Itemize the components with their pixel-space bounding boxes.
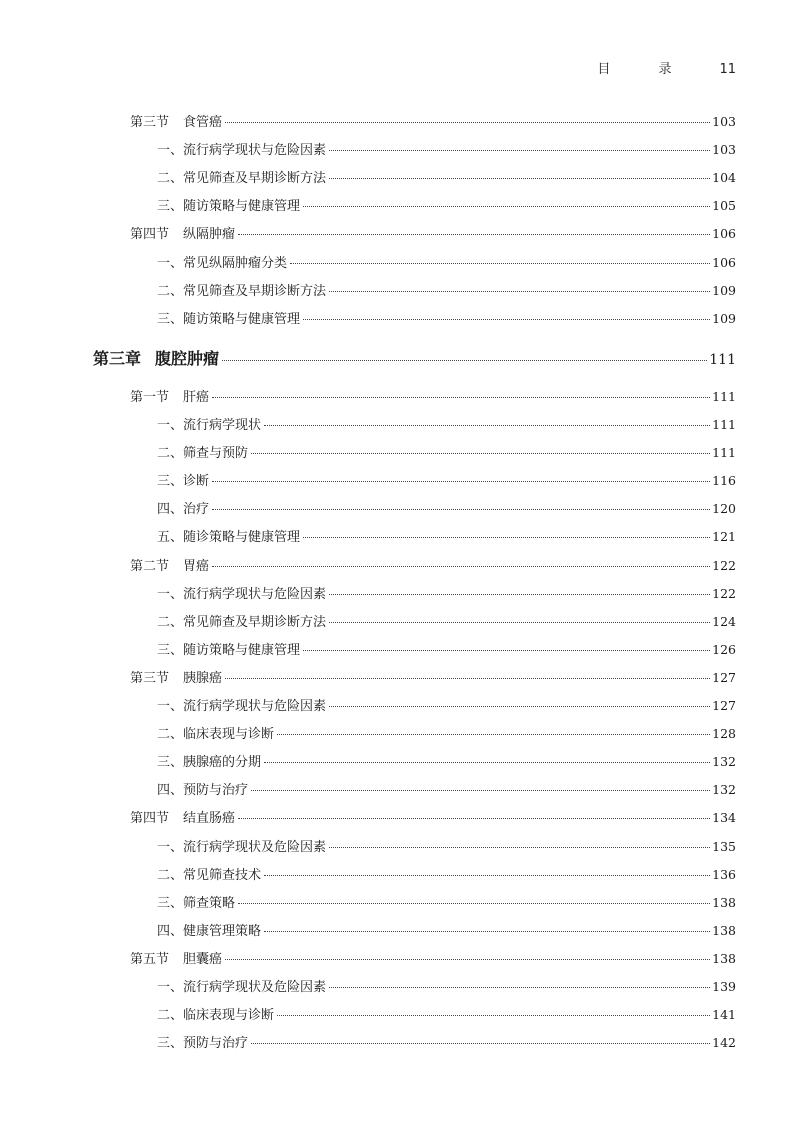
toc-subsection[interactable] xyxy=(157,310,736,329)
toc-entry-title: 三、胰腺癌的分期 xyxy=(157,755,262,771)
toc-entry-title: 一、流行病学现状与危险因素 xyxy=(157,586,327,602)
page-number: 11 xyxy=(719,62,736,77)
dot-leader xyxy=(238,233,710,235)
toc-entry-title: 一、常见纵隔肿瘤分类 xyxy=(157,255,288,271)
toc-entry-number: 第一节 xyxy=(130,389,170,405)
toc-entry-label xyxy=(157,867,261,885)
toc-subsection[interactable] xyxy=(157,753,736,772)
dot-leader xyxy=(329,593,710,595)
toc-entry-page: 126 xyxy=(712,641,736,657)
dot-leader xyxy=(329,846,710,848)
toc-subsection[interactable] xyxy=(157,1006,736,1025)
toc-entry-title: 结直肠癌 xyxy=(183,811,236,827)
toc-entry-label xyxy=(157,895,235,913)
toc-entry-title: 三、随访策略与健康管理 xyxy=(157,642,301,658)
toc-entry-page: 124 xyxy=(712,613,736,629)
dot-leader xyxy=(329,177,710,179)
toc-entry-number: 第三节 xyxy=(130,670,170,686)
dot-leader xyxy=(212,508,710,510)
toc-entry-title: 一、流行病学现状与危险因素 xyxy=(157,699,327,714)
toc-entry-label xyxy=(157,142,326,160)
toc-entry-page: 136 xyxy=(712,866,736,882)
toc-entry-label xyxy=(157,698,326,716)
toc-subsection[interactable] xyxy=(157,169,736,188)
toc-entry-title: 胃癌 xyxy=(183,558,210,574)
toc-subsection[interactable] xyxy=(157,978,736,997)
toc-section[interactable] xyxy=(130,669,736,688)
page-header xyxy=(597,58,736,77)
toc-entry-title: 二、常见筛查及早期诊断方法 xyxy=(157,614,327,630)
toc-entry-page: 128 xyxy=(712,726,736,742)
toc-section[interactable] xyxy=(130,225,736,244)
toc-subsection[interactable] xyxy=(157,254,736,273)
toc-entry-label xyxy=(157,923,261,941)
toc-entry-page: 104 xyxy=(712,170,736,186)
toc-entry-title: 胆囊癌 xyxy=(183,951,223,967)
toc-entry-number: 第二节 xyxy=(130,558,170,574)
toc-entry-title: 二、临床表现与诊断 xyxy=(157,727,275,743)
toc-entry-page: 103 xyxy=(712,142,736,158)
dot-leader xyxy=(264,874,710,876)
toc-entry-label xyxy=(157,170,326,188)
toc-entry-page: 127 xyxy=(712,669,736,685)
toc-subsection[interactable] xyxy=(157,781,736,800)
dot-leader xyxy=(329,705,710,707)
dot-leader xyxy=(251,452,710,454)
dot-leader xyxy=(277,733,710,735)
toc-entry-label xyxy=(157,445,248,463)
toc-entry-label xyxy=(130,114,222,132)
toc-chapter[interactable] xyxy=(93,350,736,369)
toc-subsection[interactable] xyxy=(157,894,736,913)
dot-leader xyxy=(277,1014,710,1016)
dot-leader xyxy=(264,424,710,426)
toc-subsection[interactable] xyxy=(157,528,736,547)
toc-entry-page: 103 xyxy=(712,114,736,129)
toc-entry-label xyxy=(157,255,287,273)
toc-entry-label xyxy=(157,417,261,435)
toc-entry-page: 120 xyxy=(712,501,736,517)
toc-entry-title: 一、流行病学现状及危险因素 xyxy=(157,980,327,995)
toc-entry-page: 134 xyxy=(712,810,736,826)
toc-entry-title: 二、临床表现与诊断 xyxy=(157,1008,275,1024)
toc-subsection[interactable] xyxy=(157,472,736,491)
toc-subsection[interactable] xyxy=(157,282,736,301)
toc-entry-title: 三、预防与治疗 xyxy=(157,1036,249,1052)
toc-entry-title: 四、治疗 xyxy=(157,502,210,518)
dot-leader xyxy=(225,958,710,960)
toc-entry-label xyxy=(157,1007,274,1025)
toc-entry-page: 111 xyxy=(712,417,736,432)
toc-entry-title: 一、流行病学现状 xyxy=(157,418,262,433)
toc-entry-page: 116 xyxy=(712,473,736,489)
toc-subsection[interactable] xyxy=(157,197,736,216)
toc-entry-label xyxy=(157,501,209,519)
toc-entry-page: 141 xyxy=(712,1007,736,1023)
toc-subsection[interactable] xyxy=(157,141,736,160)
toc-entry-page: 121 xyxy=(712,529,736,545)
toc-entry-label xyxy=(157,473,209,491)
toc-subsection[interactable] xyxy=(157,585,736,604)
toc-entry-label xyxy=(157,642,300,660)
dot-leader xyxy=(222,359,707,361)
toc-entry-label xyxy=(130,951,222,969)
toc-entry-number: 第三节 xyxy=(130,115,170,130)
toc-section[interactable] xyxy=(130,557,736,576)
toc-entry-label xyxy=(157,283,326,301)
toc-section[interactable] xyxy=(130,809,736,828)
dot-leader xyxy=(264,930,710,932)
toc-subsection[interactable] xyxy=(157,444,736,463)
toc-entry-page: 109 xyxy=(712,310,736,326)
toc-entry-title: 肝癌 xyxy=(183,389,210,405)
dot-leader xyxy=(329,290,710,292)
toc-entry-number: 第四节 xyxy=(130,227,170,243)
dot-leader xyxy=(303,318,710,320)
dot-leader xyxy=(225,121,710,123)
toc-entry-title: 胰腺癌 xyxy=(183,670,223,686)
toc-entry-number: 第三章 xyxy=(93,348,142,368)
toc-entry-page: 111 xyxy=(712,388,736,404)
dot-leader xyxy=(225,677,710,679)
toc-entry-title: 食管癌 xyxy=(183,115,223,130)
dot-leader xyxy=(264,761,710,763)
toc-entry-page: 122 xyxy=(712,557,736,573)
toc-entry-page: 138 xyxy=(712,894,736,910)
toc-entry-label xyxy=(157,311,300,329)
toc-subsection[interactable] xyxy=(157,725,736,744)
toc-entry-number: 第五节 xyxy=(130,951,170,967)
toc-entry-label xyxy=(157,726,274,744)
toc-entry-label xyxy=(157,586,326,604)
toc-entry-title: 三、随访策略与健康管理 xyxy=(157,311,301,327)
toc-entry-page: 111 xyxy=(709,351,736,368)
dot-leader xyxy=(329,621,710,623)
dot-leader xyxy=(251,1042,710,1044)
toc-subsection[interactable] xyxy=(157,416,736,435)
toc-section[interactable] xyxy=(130,113,736,132)
toc-entry-title: 三、诊断 xyxy=(157,474,210,490)
toc-entry-label xyxy=(157,782,248,800)
toc-entry-page: 138 xyxy=(712,950,736,966)
toc-entry-label xyxy=(157,614,326,632)
toc-entry-title: 一、流行病学现状与危险因素 xyxy=(157,143,327,159)
toc-entry-page: 127 xyxy=(712,698,736,713)
toc-entry-label xyxy=(157,839,326,857)
toc-entry-title: 一、流行病学现状及危险因素 xyxy=(157,839,327,855)
toc-section[interactable] xyxy=(130,950,736,969)
toc-entry-page: 111 xyxy=(712,445,736,461)
toc-entry-page: 109 xyxy=(712,282,736,298)
toc-entry-title: 腹腔肿瘤 xyxy=(155,348,220,368)
toc-entry-page: 122 xyxy=(712,585,736,601)
dot-leader xyxy=(290,262,710,264)
toc-entry-label xyxy=(130,389,209,407)
toc-entry-page: 139 xyxy=(712,979,736,994)
dot-leader xyxy=(251,789,710,791)
toc-entry-page: 132 xyxy=(712,754,736,770)
toc-entry-page: 106 xyxy=(712,254,736,270)
toc-entry-label xyxy=(130,670,222,688)
dot-leader xyxy=(212,480,710,482)
dot-leader xyxy=(329,986,710,988)
dot-leader xyxy=(238,902,710,904)
dot-leader xyxy=(212,565,710,567)
toc-entry-title: 二、常见筛查及早期诊断方法 xyxy=(157,283,327,299)
toc-entry-page: 135 xyxy=(712,838,736,854)
toc-subsection[interactable] xyxy=(157,866,736,885)
toc-entry-label xyxy=(130,810,235,828)
toc-entry-number: 第四节 xyxy=(130,811,170,827)
toc-entry-label xyxy=(130,558,209,576)
toc-entry-page: 106 xyxy=(712,226,736,242)
toc-entry-label xyxy=(157,529,300,547)
toc-entry-page: 132 xyxy=(712,782,736,798)
toc-entry-page: 105 xyxy=(712,198,736,214)
dot-leader xyxy=(303,536,710,538)
toc-entry-page: 138 xyxy=(712,922,736,938)
toc-entry-title: 二、常见筛查技术 xyxy=(157,867,262,883)
toc-subsection[interactable] xyxy=(157,500,736,519)
toc-entry-label xyxy=(157,1035,248,1053)
toc-subsection[interactable] xyxy=(157,613,736,632)
toc-section[interactable] xyxy=(130,388,736,407)
toc-subsection[interactable] xyxy=(157,838,736,857)
toc-entry-label xyxy=(157,754,261,772)
toc-subsection[interactable] xyxy=(157,922,736,941)
toc-entry-title: 纵隔肿瘤 xyxy=(183,227,236,243)
toc-subsection[interactable] xyxy=(157,697,736,716)
toc-entry-page: 142 xyxy=(712,1035,736,1051)
toc-entry-title: 二、常见筛查及早期诊断方法 xyxy=(157,171,327,187)
toc-entry-label xyxy=(157,198,300,216)
toc-entry-title: 三、随访策略与健康管理 xyxy=(157,199,301,215)
toc-entry-label xyxy=(157,979,326,997)
dot-leader xyxy=(212,396,710,398)
dot-leader xyxy=(303,649,710,651)
dot-leader xyxy=(238,817,710,819)
toc-entry-title: 四、健康管理策略 xyxy=(157,923,262,939)
toc-entry-title: 五、随诊策略与健康管理 xyxy=(157,530,301,546)
toc-subsection[interactable] xyxy=(157,641,736,660)
toc-entry-label xyxy=(93,350,219,368)
toc-entry-title: 三、筛查策略 xyxy=(157,895,236,911)
toc-entry-title: 四、预防与治疗 xyxy=(157,783,249,799)
header-title: 目 录 xyxy=(597,62,694,77)
dot-leader xyxy=(329,149,710,151)
dot-leader xyxy=(303,205,710,207)
toc-entry-title: 二、筛查与预防 xyxy=(157,446,249,462)
toc-entry-label xyxy=(130,226,235,244)
toc-subsection[interactable] xyxy=(157,1034,736,1053)
